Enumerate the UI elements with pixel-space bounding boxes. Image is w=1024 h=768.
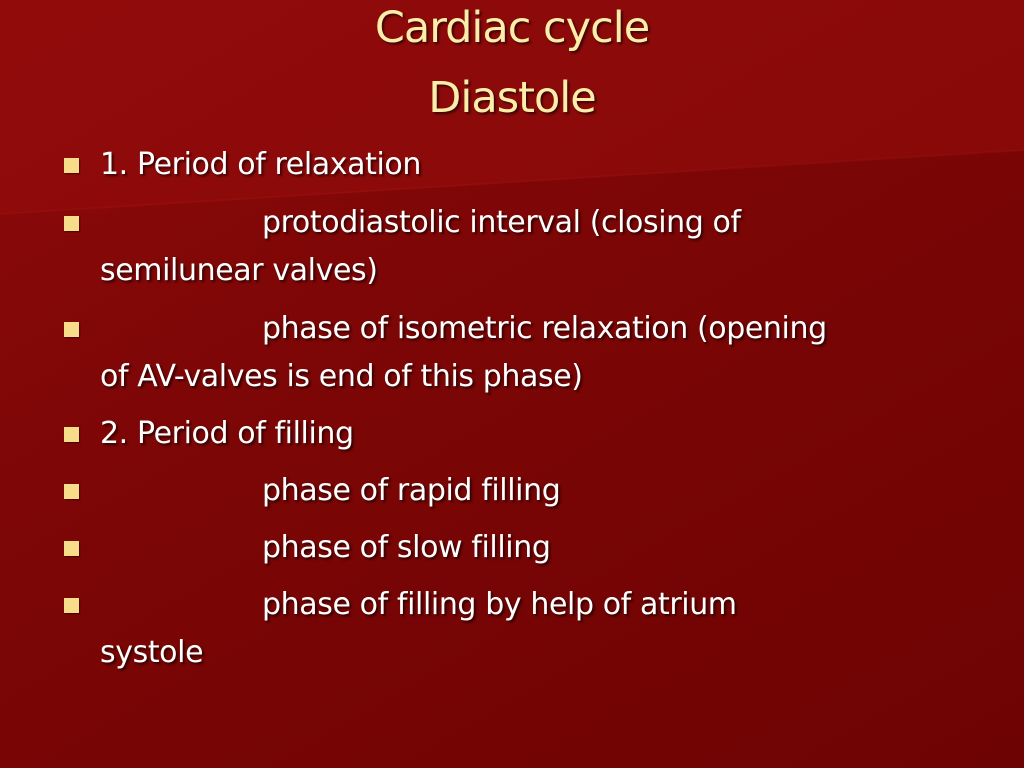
square-bullet-icon — [64, 158, 79, 173]
list-item-text — [100, 581, 960, 677]
list-item-line: phase of isometric relaxation (opening — [262, 311, 827, 346]
list-item-text — [100, 410, 960, 458]
list-item-continuation: semilunear valves) — [100, 253, 378, 288]
square-bullet-icon — [64, 598, 79, 613]
list-item-text — [100, 467, 960, 515]
list-item-line: protodiastolic interval (closing of — [262, 205, 741, 240]
list-item-line: 1. Period of relaxation — [100, 147, 421, 182]
title-line-2: Diastole — [428, 73, 596, 123]
list-item-continuation: of AV-valves is end of this phase) — [100, 359, 583, 394]
list-item-line: phase of rapid filling — [262, 473, 561, 508]
list-item-text — [100, 141, 960, 189]
title-line-1: Cardiac cycle — [374, 3, 650, 53]
list-item-text — [100, 305, 960, 401]
list-item-text — [100, 199, 960, 295]
list-item-line: phase of slow filling — [262, 530, 551, 565]
square-bullet-icon — [64, 322, 79, 337]
list-item-text — [100, 524, 960, 572]
square-bullet-icon — [64, 541, 79, 556]
list-item-line: phase of filling by help of atrium — [262, 587, 737, 622]
square-bullet-icon — [64, 427, 79, 442]
square-bullet-icon — [64, 216, 79, 231]
list-item-line: 2. Period of filling — [100, 416, 354, 451]
list-item-continuation: systole — [100, 635, 204, 670]
square-bullet-icon — [64, 484, 79, 499]
